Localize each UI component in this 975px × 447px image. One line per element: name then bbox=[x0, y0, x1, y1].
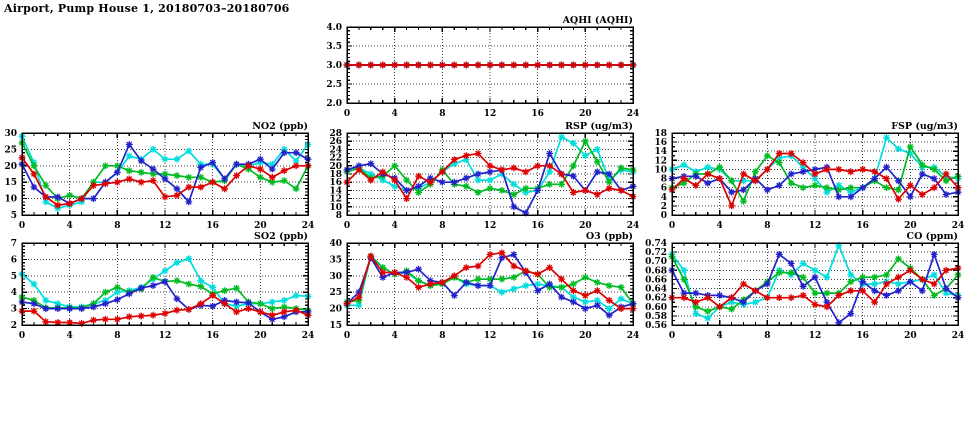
y-tick-label: 0.56 bbox=[645, 321, 667, 331]
x-tick-label: 20 bbox=[254, 331, 267, 341]
x-tick-label: 12 bbox=[158, 331, 172, 341]
y-tick-label: 2.0 bbox=[326, 99, 342, 109]
y-tick-label: 0.64 bbox=[645, 284, 667, 295]
x-tick-label: 4 bbox=[716, 221, 723, 231]
x-tick-label: 24 bbox=[626, 221, 640, 231]
y-tick-label: 6 bbox=[10, 255, 17, 266]
x-tick-label: 12 bbox=[483, 331, 497, 341]
x-tick-label: 20 bbox=[254, 221, 267, 231]
chart-title-aqhi: AQHI (AQHI) bbox=[562, 15, 633, 26]
chart-title-o3: O3 (ppb) bbox=[585, 231, 633, 242]
x-tick-label: 24 bbox=[301, 221, 315, 231]
chart-co bbox=[626, 227, 972, 345]
y-tick-label: 15 bbox=[4, 178, 17, 189]
x-tick-label: 20 bbox=[579, 221, 592, 231]
page-title: Airport, Pump House 1, 20180703–20180706 bbox=[4, 2, 290, 15]
y-tick-label: 18 bbox=[329, 170, 342, 180]
y-tick-label: 12 bbox=[654, 156, 667, 167]
x-tick-label: 20 bbox=[579, 109, 592, 119]
y-tick-label: 15 bbox=[329, 321, 342, 331]
y-tick-label: 30 bbox=[329, 271, 342, 282]
y-tick-label: 2 bbox=[10, 321, 17, 331]
y-tick-label: 0.72 bbox=[645, 248, 667, 259]
y-tick-label: 7 bbox=[10, 239, 17, 249]
x-tick-label: 12 bbox=[808, 331, 822, 341]
y-tick-label: 25 bbox=[4, 145, 17, 156]
x-tick-label: 0 bbox=[668, 221, 676, 231]
chart-so2 bbox=[0, 227, 322, 345]
x-tick-label: 8 bbox=[439, 109, 446, 119]
y-tick-label: 0 bbox=[660, 211, 667, 221]
x-tick-label: 0 bbox=[343, 331, 351, 341]
y-tick-label: 10 bbox=[4, 194, 17, 205]
y-tick-label: 26 bbox=[329, 137, 342, 148]
y-tick-label: 25 bbox=[329, 288, 342, 299]
chart-title-so2: SO2 (ppb) bbox=[254, 231, 308, 242]
y-tick-label: 14 bbox=[329, 186, 342, 197]
x-tick-label: 20 bbox=[904, 221, 917, 231]
chart-title-fsp: FSP (ug/m3) bbox=[891, 121, 958, 132]
x-tick-label: 0 bbox=[668, 331, 676, 341]
x-tick-label: 4 bbox=[391, 331, 398, 341]
x-tick-label: 8 bbox=[764, 221, 771, 231]
y-tick-label: 3.0 bbox=[326, 61, 342, 71]
y-tick-label: 20 bbox=[329, 304, 342, 315]
y-tick-label: 0.68 bbox=[645, 266, 667, 277]
x-tick-label: 0 bbox=[343, 221, 351, 231]
y-tick-label: 2 bbox=[660, 201, 667, 212]
y-tick-label: 3 bbox=[10, 304, 17, 315]
y-tick-label: 0.74 bbox=[645, 239, 667, 249]
y-tick-label: 0.70 bbox=[645, 257, 667, 268]
x-tick-label: 20 bbox=[904, 331, 917, 341]
y-tick-label: 0.62 bbox=[645, 293, 667, 304]
x-tick-label: 0 bbox=[343, 109, 351, 119]
y-tick-label: 35 bbox=[329, 255, 342, 266]
chart-title-rsp: RSP (ug/m3) bbox=[565, 121, 633, 132]
y-tick-label: 18 bbox=[654, 129, 667, 139]
chart-rsp bbox=[301, 117, 647, 235]
chart-no2 bbox=[0, 117, 322, 235]
chart-aqhi bbox=[301, 11, 647, 123]
chart-title-co: CO (ppm) bbox=[906, 231, 958, 242]
x-tick-label: 4 bbox=[716, 331, 723, 341]
x-tick-label: 0 bbox=[18, 221, 26, 231]
y-tick-label: 0.60 bbox=[645, 302, 667, 313]
y-tick-label: 28 bbox=[329, 129, 342, 139]
y-tick-label: 20 bbox=[329, 161, 342, 172]
y-tick-label: 6 bbox=[660, 183, 667, 194]
chart-fsp bbox=[626, 117, 972, 235]
y-tick-label: 8 bbox=[335, 211, 342, 221]
x-tick-label: 8 bbox=[764, 331, 771, 341]
x-tick-label: 12 bbox=[483, 109, 497, 119]
x-tick-label: 8 bbox=[114, 331, 121, 341]
y-tick-label: 16 bbox=[329, 178, 342, 189]
x-tick-label: 24 bbox=[951, 331, 965, 341]
x-tick-label: 4 bbox=[66, 221, 73, 231]
x-tick-label: 16 bbox=[531, 221, 544, 231]
x-tick-label: 8 bbox=[114, 221, 121, 231]
x-tick-label: 24 bbox=[301, 331, 315, 341]
x-tick-label: 16 bbox=[206, 331, 219, 341]
x-tick-label: 24 bbox=[951, 221, 965, 231]
x-tick-label: 8 bbox=[439, 221, 446, 231]
y-tick-label: 4 bbox=[10, 288, 17, 299]
y-tick-label: 4.0 bbox=[326, 23, 342, 33]
grid-lines bbox=[672, 243, 958, 325]
y-tick-label: 14 bbox=[654, 147, 667, 158]
y-tick-label: 20 bbox=[4, 161, 17, 172]
y-tick-label: 0.66 bbox=[645, 275, 667, 286]
x-tick-label: 4 bbox=[391, 221, 398, 231]
y-tick-label: 40 bbox=[329, 239, 342, 249]
x-tick-label: 16 bbox=[531, 109, 544, 119]
x-tick-label: 12 bbox=[808, 221, 822, 231]
x-tick-label: 4 bbox=[66, 331, 73, 341]
y-tick-label: 4 bbox=[660, 192, 667, 203]
x-tick-label: 4 bbox=[391, 109, 398, 119]
x-tick-label: 16 bbox=[531, 331, 544, 341]
y-tick-label: 22 bbox=[329, 153, 342, 164]
chart-title-no2: NO2 (ppb) bbox=[252, 121, 308, 132]
x-tick-label: 0 bbox=[18, 331, 26, 341]
x-tick-label: 12 bbox=[158, 221, 172, 231]
y-tick-label: 0.58 bbox=[645, 311, 667, 322]
y-tick-label: 5 bbox=[10, 271, 17, 282]
x-tick-label: 20 bbox=[579, 331, 592, 341]
y-tick-label: 12 bbox=[329, 194, 342, 205]
chart-o3 bbox=[301, 227, 647, 345]
x-tick-label: 24 bbox=[626, 109, 640, 119]
x-tick-label: 16 bbox=[856, 331, 869, 341]
y-tick-label: 10 bbox=[329, 202, 342, 213]
y-tick-label: 24 bbox=[329, 145, 342, 156]
x-tick-label: 16 bbox=[206, 221, 219, 231]
y-tick-label: 3.5 bbox=[326, 42, 342, 52]
y-tick-label: 30 bbox=[4, 129, 17, 139]
y-tick-label: 16 bbox=[654, 138, 667, 149]
x-tick-label: 8 bbox=[439, 331, 446, 341]
y-tick-label: 8 bbox=[660, 174, 667, 185]
x-tick-label: 12 bbox=[483, 221, 497, 231]
x-tick-label: 16 bbox=[856, 221, 869, 231]
x-tick-label: 24 bbox=[626, 331, 640, 341]
y-tick-label: 10 bbox=[654, 165, 667, 176]
y-tick-label: 2.5 bbox=[326, 80, 342, 90]
y-tick-label: 5 bbox=[10, 211, 17, 221]
